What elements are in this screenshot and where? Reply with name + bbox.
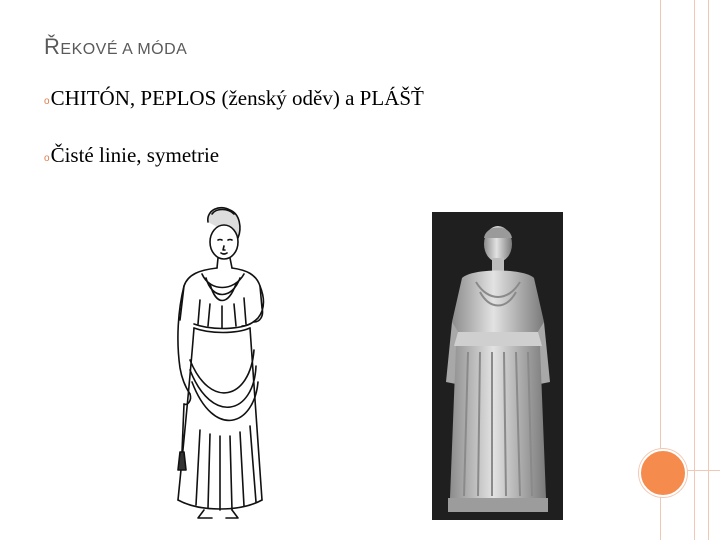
- bullet-icon: o: [44, 96, 50, 107]
- title-initial: Ř: [44, 34, 61, 59]
- chiton-drawing-image: [150, 200, 280, 525]
- list-item: [44, 143, 424, 168]
- bullet-icon: o: [44, 153, 50, 164]
- bullet-list: [44, 86, 424, 200]
- slide-title: [44, 34, 187, 60]
- statue-photo-image: [432, 212, 563, 520]
- frame-line: [694, 0, 695, 540]
- list-item: [44, 86, 424, 111]
- decorative-circle: [639, 449, 687, 497]
- frame-line: [708, 0, 709, 540]
- bullet-text: CHITÓN, PEPLOS (ženský oděv) a PLÁŠŤ: [50, 86, 424, 110]
- title-rest: EKOVÉ A MÓDA: [60, 41, 188, 58]
- bullet-text: Čisté linie, symetrie: [50, 143, 220, 167]
